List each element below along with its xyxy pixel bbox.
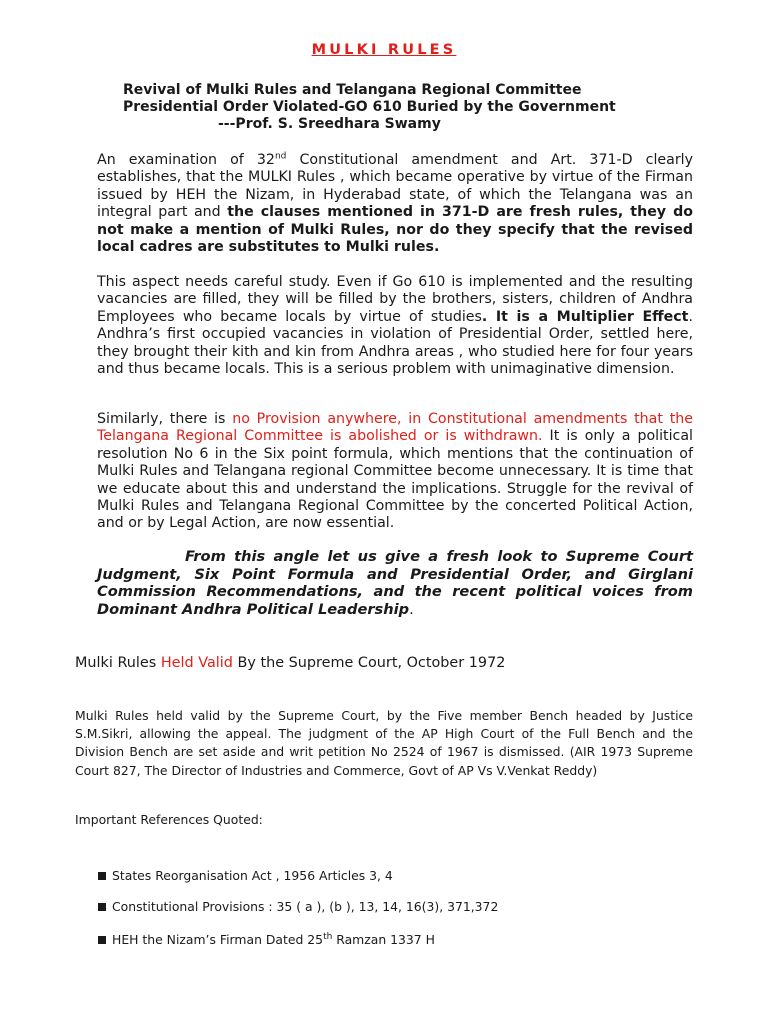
paragraph-3-red: no Provision anywhere, in Constitutional amendments that the Telangana Regional Committee is abolished or is withdrawn.: [97, 411, 693, 445]
reference-item: [98, 899, 498, 915]
reference-item: [98, 868, 393, 884]
subheading-line-2: Presidential Order Violated-GO 610 Buried by the Government: [123, 99, 616, 115]
paragraph-2: [97, 274, 693, 378]
reference-text: Constitutional Provisions : 35 ( a ), (b ), 13, 14, 16(3), 371,372: [112, 899, 499, 914]
reference-item: [98, 932, 435, 948]
section-heading-text-b: By the Supreme Court, October 1972: [232, 655, 506, 671]
paragraph-3-text-a: Similarly, there is: [97, 411, 233, 427]
paragraph-4-text: From this angle let us give a fresh look to Supreme Court Judgment, Six Point Formula and Presidential Order, and Girglani Commission Recommendations, and the recent political voices from Dominant Andhra Political Leadership: [97, 548, 693, 618]
paragraph-4: [97, 548, 693, 618]
section-heading-red: Held Valid: [160, 655, 233, 671]
subheading: [123, 82, 723, 133]
square-bullet-icon: [98, 936, 106, 944]
square-bullet-icon: [98, 872, 106, 880]
reference-text-a: HEH the Nizam’s Firman Dated 25: [112, 932, 324, 947]
reference-text-b: Ramzan 1337 H: [332, 932, 435, 947]
section-heading-text-a: Mulki Rules: [75, 655, 161, 671]
paragraph-4-end: .: [409, 600, 414, 618]
references-title: Important References Quoted:: [75, 812, 263, 827]
paragraph-1: [97, 152, 693, 256]
paragraph-3-text-b: It is only a political resolution No 6 in the Six point formula, which mentions that the continuation of Mulki Rules and Telangana regional Committee become unnecessary. It is time that we educate about this and understand the implications. Struggle for the revival of Mulki Rules and Telangana Regional Committee by the concerted Political Action, and or by Legal Action, are now essential.: [97, 428, 693, 532]
paragraph-1-bold: the clauses mentioned in 371-D are fresh rules, they do not make a mention of Mulki Rules, nor do they specify that the revised local cadres are substitutes to Mulki rules.: [97, 204, 693, 256]
paragraph-1-text-a: An examination of 32: [97, 152, 275, 168]
ordinal-suffix: nd: [274, 151, 287, 162]
paragraph-5: Mulki Rules held valid by the Supreme Court, by the Five member Bench headed by Justice S.M.Sikri, allowing the appeal. The judgment of the AP High Court of the Full Bench and the Division Bench are set aside and writ petition No 2524 of 1967 is dismissed. (AIR 1973 Supreme Court 827, The Director of Industries and Commerce, Govt of AP Vs V.Venkat Reddy): [75, 708, 693, 778]
paragraph-2-text-a: This aspect needs careful study. Even if Go 610 is implemented and the resulting vacancies are filled, they will be filled by the brothers, sisters, children of Andhra Employees who became locals by virtue of studies: [97, 274, 693, 325]
document-title: MULKI RULES: [311, 42, 457, 58]
reference-text: States Reorganisation Act , 1956 Articles 3, 4: [112, 868, 393, 883]
section-heading: [75, 655, 695, 672]
ordinal-suffix: th: [323, 931, 333, 942]
paragraph-2-text-b: . Andhra’s first occupied vacancies in violation of Presidential Order, settled here, they brought their kith and kin from Andhra areas , who studied here for four years and thus became locals. This is a serious problem with unimaginative dimension.: [97, 308, 693, 378]
paragraph-1-text-b: Constitutional amendment and Art. 371-D clearly establishes, that the MULKI Rules , which became operative by virtue of the Firman issued by HEH the Nizam, in Hyderabad state, of which the Telangana was an integral part and: [97, 152, 693, 221]
paragraph-2-bold: . It is a Multiplier Effect: [481, 308, 689, 325]
reference-text: [112, 932, 435, 948]
subheading-line-1: Revival of Mulki Rules and Telangana Regional Committee: [123, 82, 582, 98]
square-bullet-icon: [98, 903, 106, 911]
paragraph-3: [97, 411, 693, 533]
author-line: ---Prof. S. Sreedhara Swamy: [218, 116, 441, 132]
